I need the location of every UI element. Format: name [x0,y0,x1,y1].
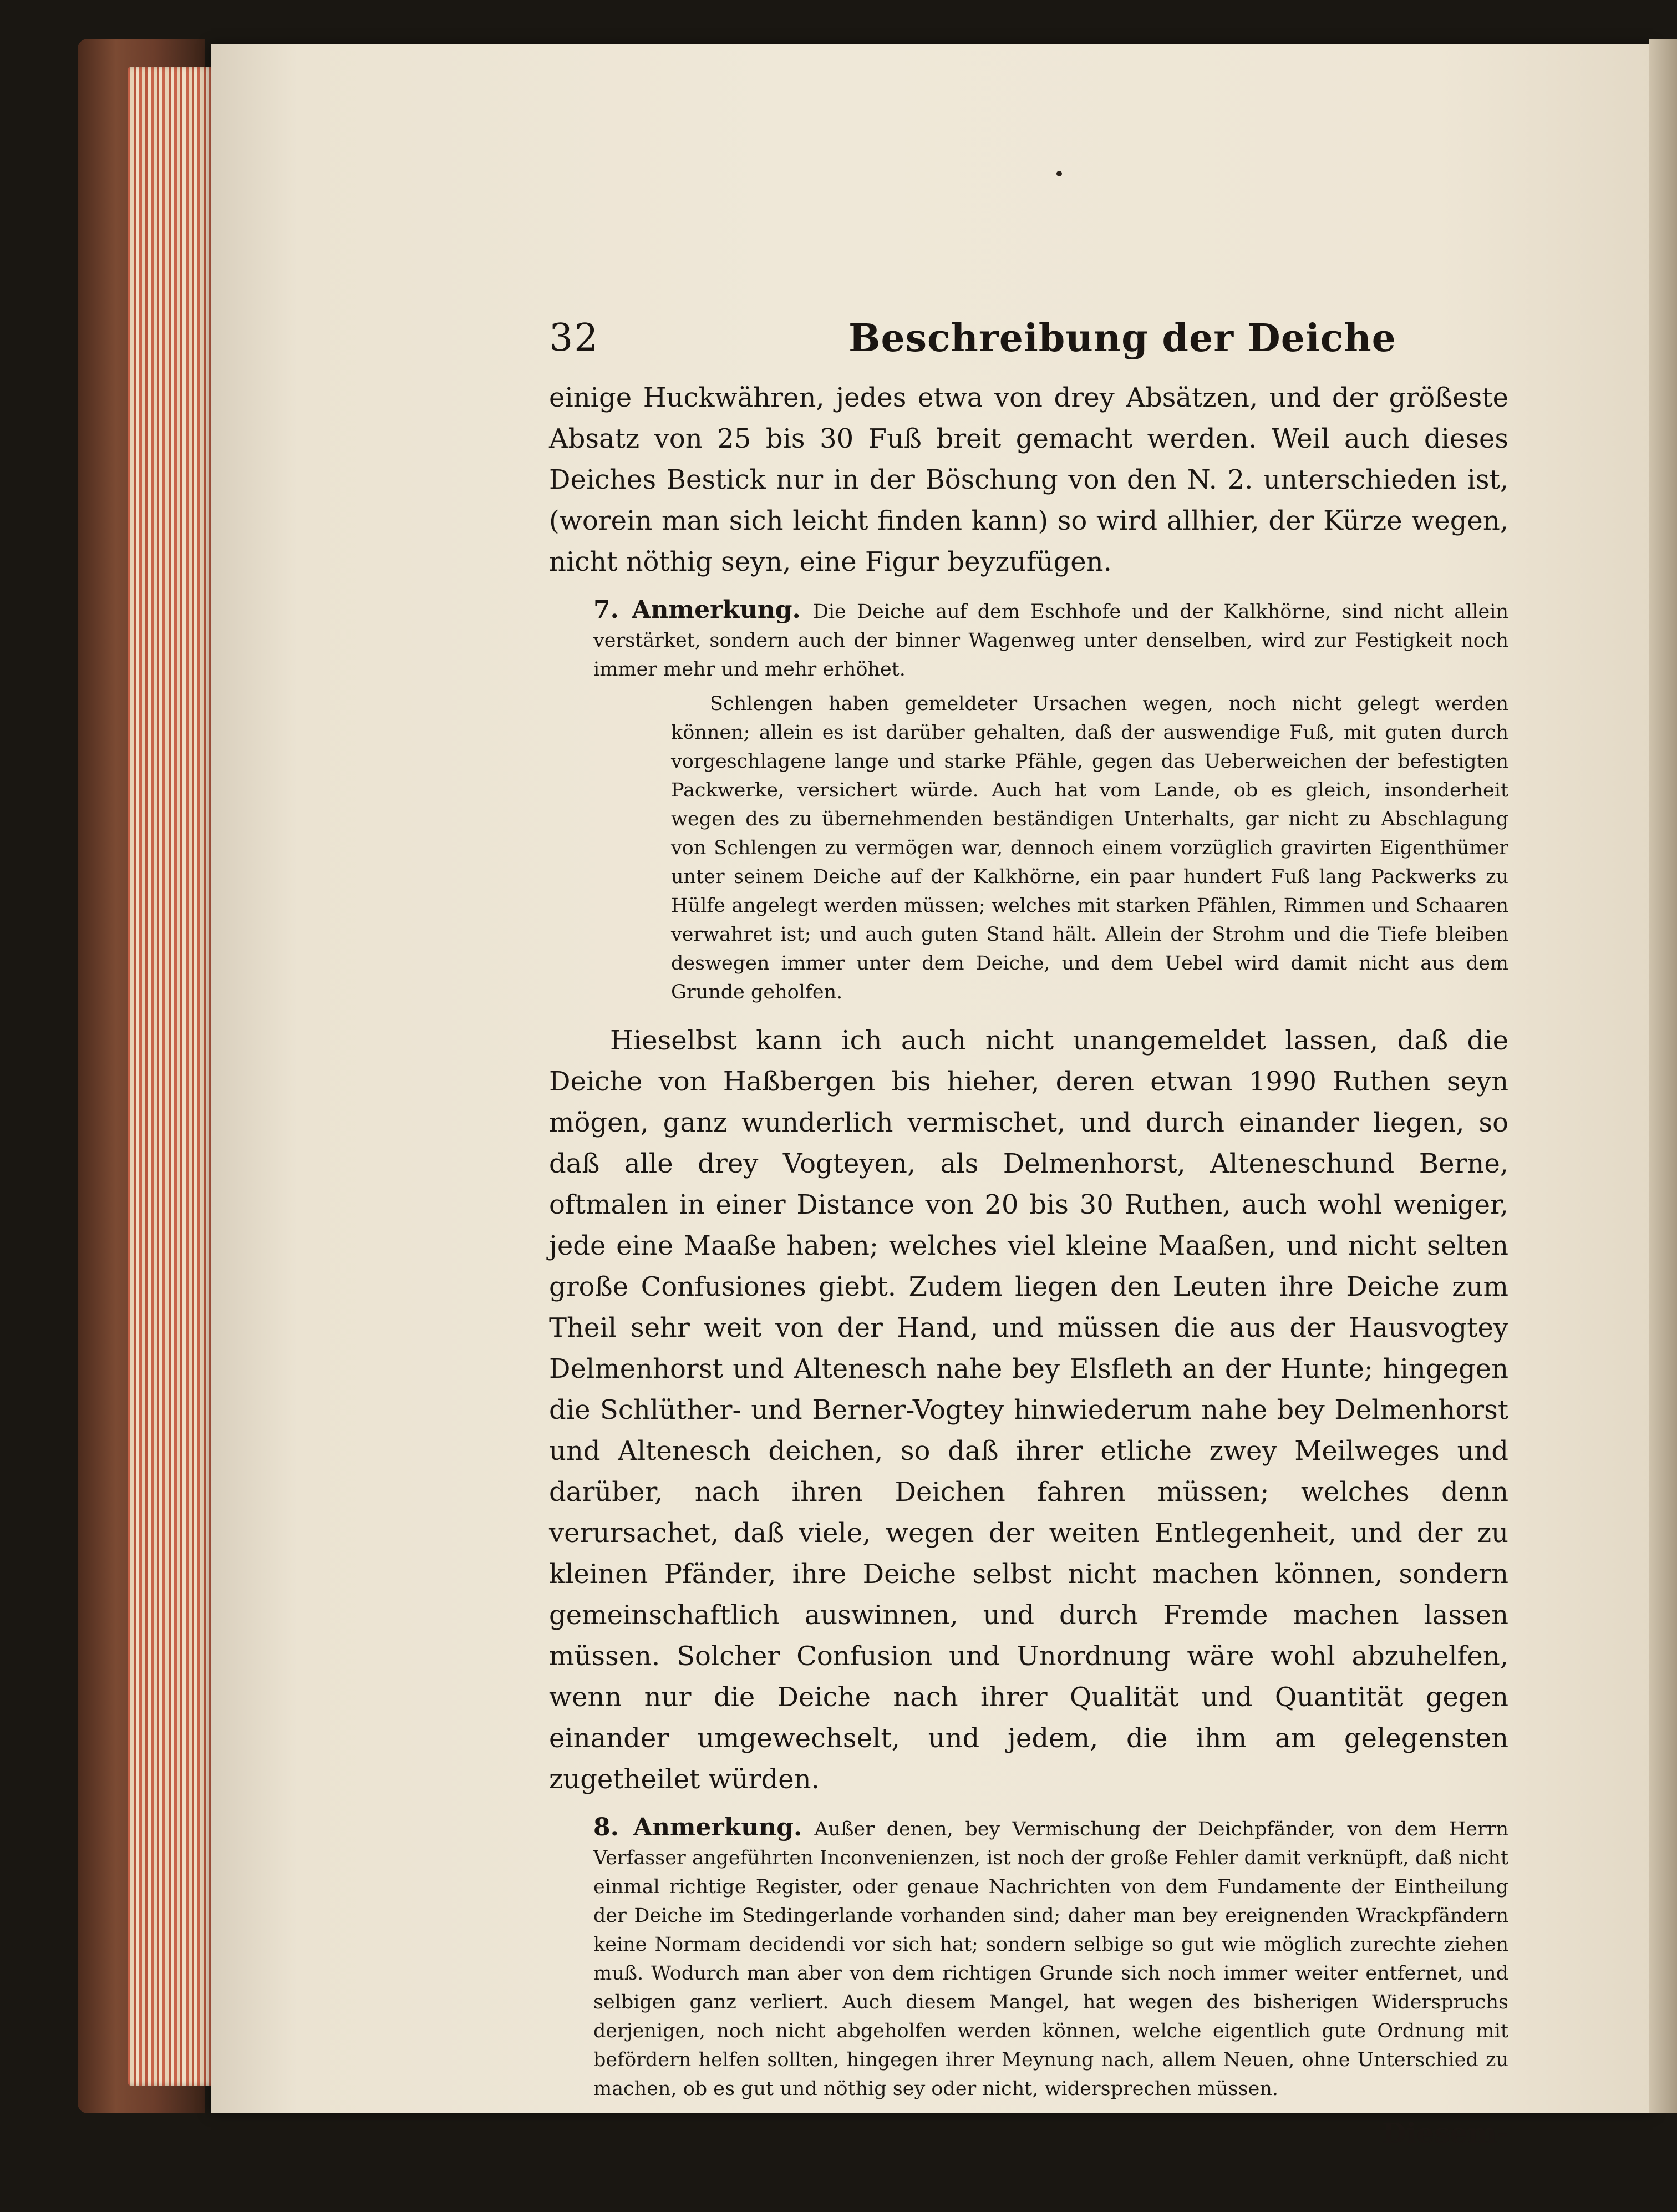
note-8-label: 8. Anmerkung. [593,1813,802,1841]
running-title: Beschreibung der Deiche [848,316,1396,361]
note-7-text-2: Schlengen haben gemeldeter Ursachen wegen, noch nicht gelegt werden können; allein es ist darüber gehalten, daß der auswendige Fuß, mit guten durch vorgeschlagene lange und starke Pfähle, gegen das Ueberweichen der befestigten Packwerke, versichert würde. Auch hat vom Lande, ob es gleich, insonderheit wegen des zu übernehmenden beständigen Unterhalts, gar nicht zu Abschlagung von Schlengen zu vermögen war, dennoch einem vorzüglich gravirten Eigenthümer unter seinem Deiche auf der Kalkhörne, ein paar hundert Fuß lang Packwerks zu Hülfe angelegt werden müssen; welches mit starken Pfählen, Rimmen und Schaaren verwahret ist; und auch guten Stand hält. Allein der Strohm und die Tiefe bleiben deswegen immer unter dem Deiche, und dem Uebel wird damit nicht aus dem Grunde geholfen. [671,693,1508,1003]
ink-dot [1056,171,1062,176]
note-8-text: Außer denen, bey Vermischung der Deichpfänder, von dem Herrn Verfasser angeführten Inconvenienzen, ist noch der große Fehler damit verknüpft, daß nicht einmal richtige Register, oder genaue Nachrichten von dem Fundamente der Eintheilung der Deiche im Stedingerlande vorhanden sind; daher man bey ereignenden Wrackpfändern keine Normam decidendi vor sich hat; sondern selbige so gut wie möglich zurechte ziehen muß. Wodurch man aber von dem richtigen Grunde sich noch immer weiter entfernet, und selbigen ganz verliert. Auch diesem Mangel, hat wegen des bisherigen Widerspruchs derjenigen, noch nicht abgeholfen werden können, welche eigentlich gute Ordnung mit befördern helfen sollten, hingegen ihrer Meynung nach, allem Neuen, ohne Unterschied zu machen, ob es gut und nöthig sey oder nicht, widersprechen müssen. [593,1818,1508,2100]
catchword: Diesem- [1382,2117,1508,2149]
note-7-label: 7. Anmerkung. [593,596,801,624]
body-paragraph-1: einige Huckwähren, jedes etwa von drey Absätzen, und der größeste Absatz von 25 bis 30 Fuß breit gemacht werden. Weil auch dieses Deiches Bestick nur in der Böschung von den N. 2. unterschieden ist, (worein man sich leicht finden kann) so wird allhier, der Kürze wegen, nicht nöthig seyn, eine Figur beyzufügen. [549,382,1508,577]
note-7-text-1: Die Deiche auf dem Eschhofe und der Kalkhörne, sind nicht allein verstärket, sondern auch der binner Wagenweg unter denselben, wird zur Festigkeit noch immer mehr und mehr erhöhet. [593,601,1508,681]
note-8 [593,1813,1508,2103]
page-content [549,311,1508,2149]
facing-page-edge [1649,39,1677,2113]
body-paragraph-2: Hieselbst kann ich auch nicht unangemeldet lassen, daß die Deiche von Haßbergen bis hieher, deren etwan 1990 Ruthen seyn mögen, ganz wunderlich vermischet, und durch einander liegen, so daß alle drey Vogteyen, als Delmenhorst, Alteneschund Berne, oftmalen in einer Distance von 20 bis 30 Ruthen, auch wohl weniger, jede eine Maaße haben; welches viel kleine Maaßen, und nicht selten große Confusiones giebt. Zudem liegen den Leuten ihre Deiche zum Theil sehr weit von der Hand, und müssen die aus der Hausvogtey Delmenhorst und Altenesch nahe bey Elsfleth an der Hunte; hingegen die Schlüther- und Berner-Vogtey hinwiederum nahe bey Delmenhorst und Altenesch deichen, so daß ihrer etliche zwey Meilweges und darüber, nach ihren Deichen fahren müssen; welches denn verursachet, daß viele, wegen der weiten Entlegenheit, und der zu kleinen Pfänder, ihre Deiche selbst nicht machen können, sondern gemeinschaftlich auswinnen, und durch Fremde machen lassen müssen. Solcher Confusion und Unordnung wäre wohl abzuhelfen, wenn nur die Deiche nach ihrer Qualität und Quantität gegen einander umgewechselt, und jedem, die ihm am gelegensten zugetheilet würden. [549,1025,1508,1795]
page-number: 32 [549,316,599,360]
page-header [549,311,1508,372]
note-7 [593,596,1508,1007]
